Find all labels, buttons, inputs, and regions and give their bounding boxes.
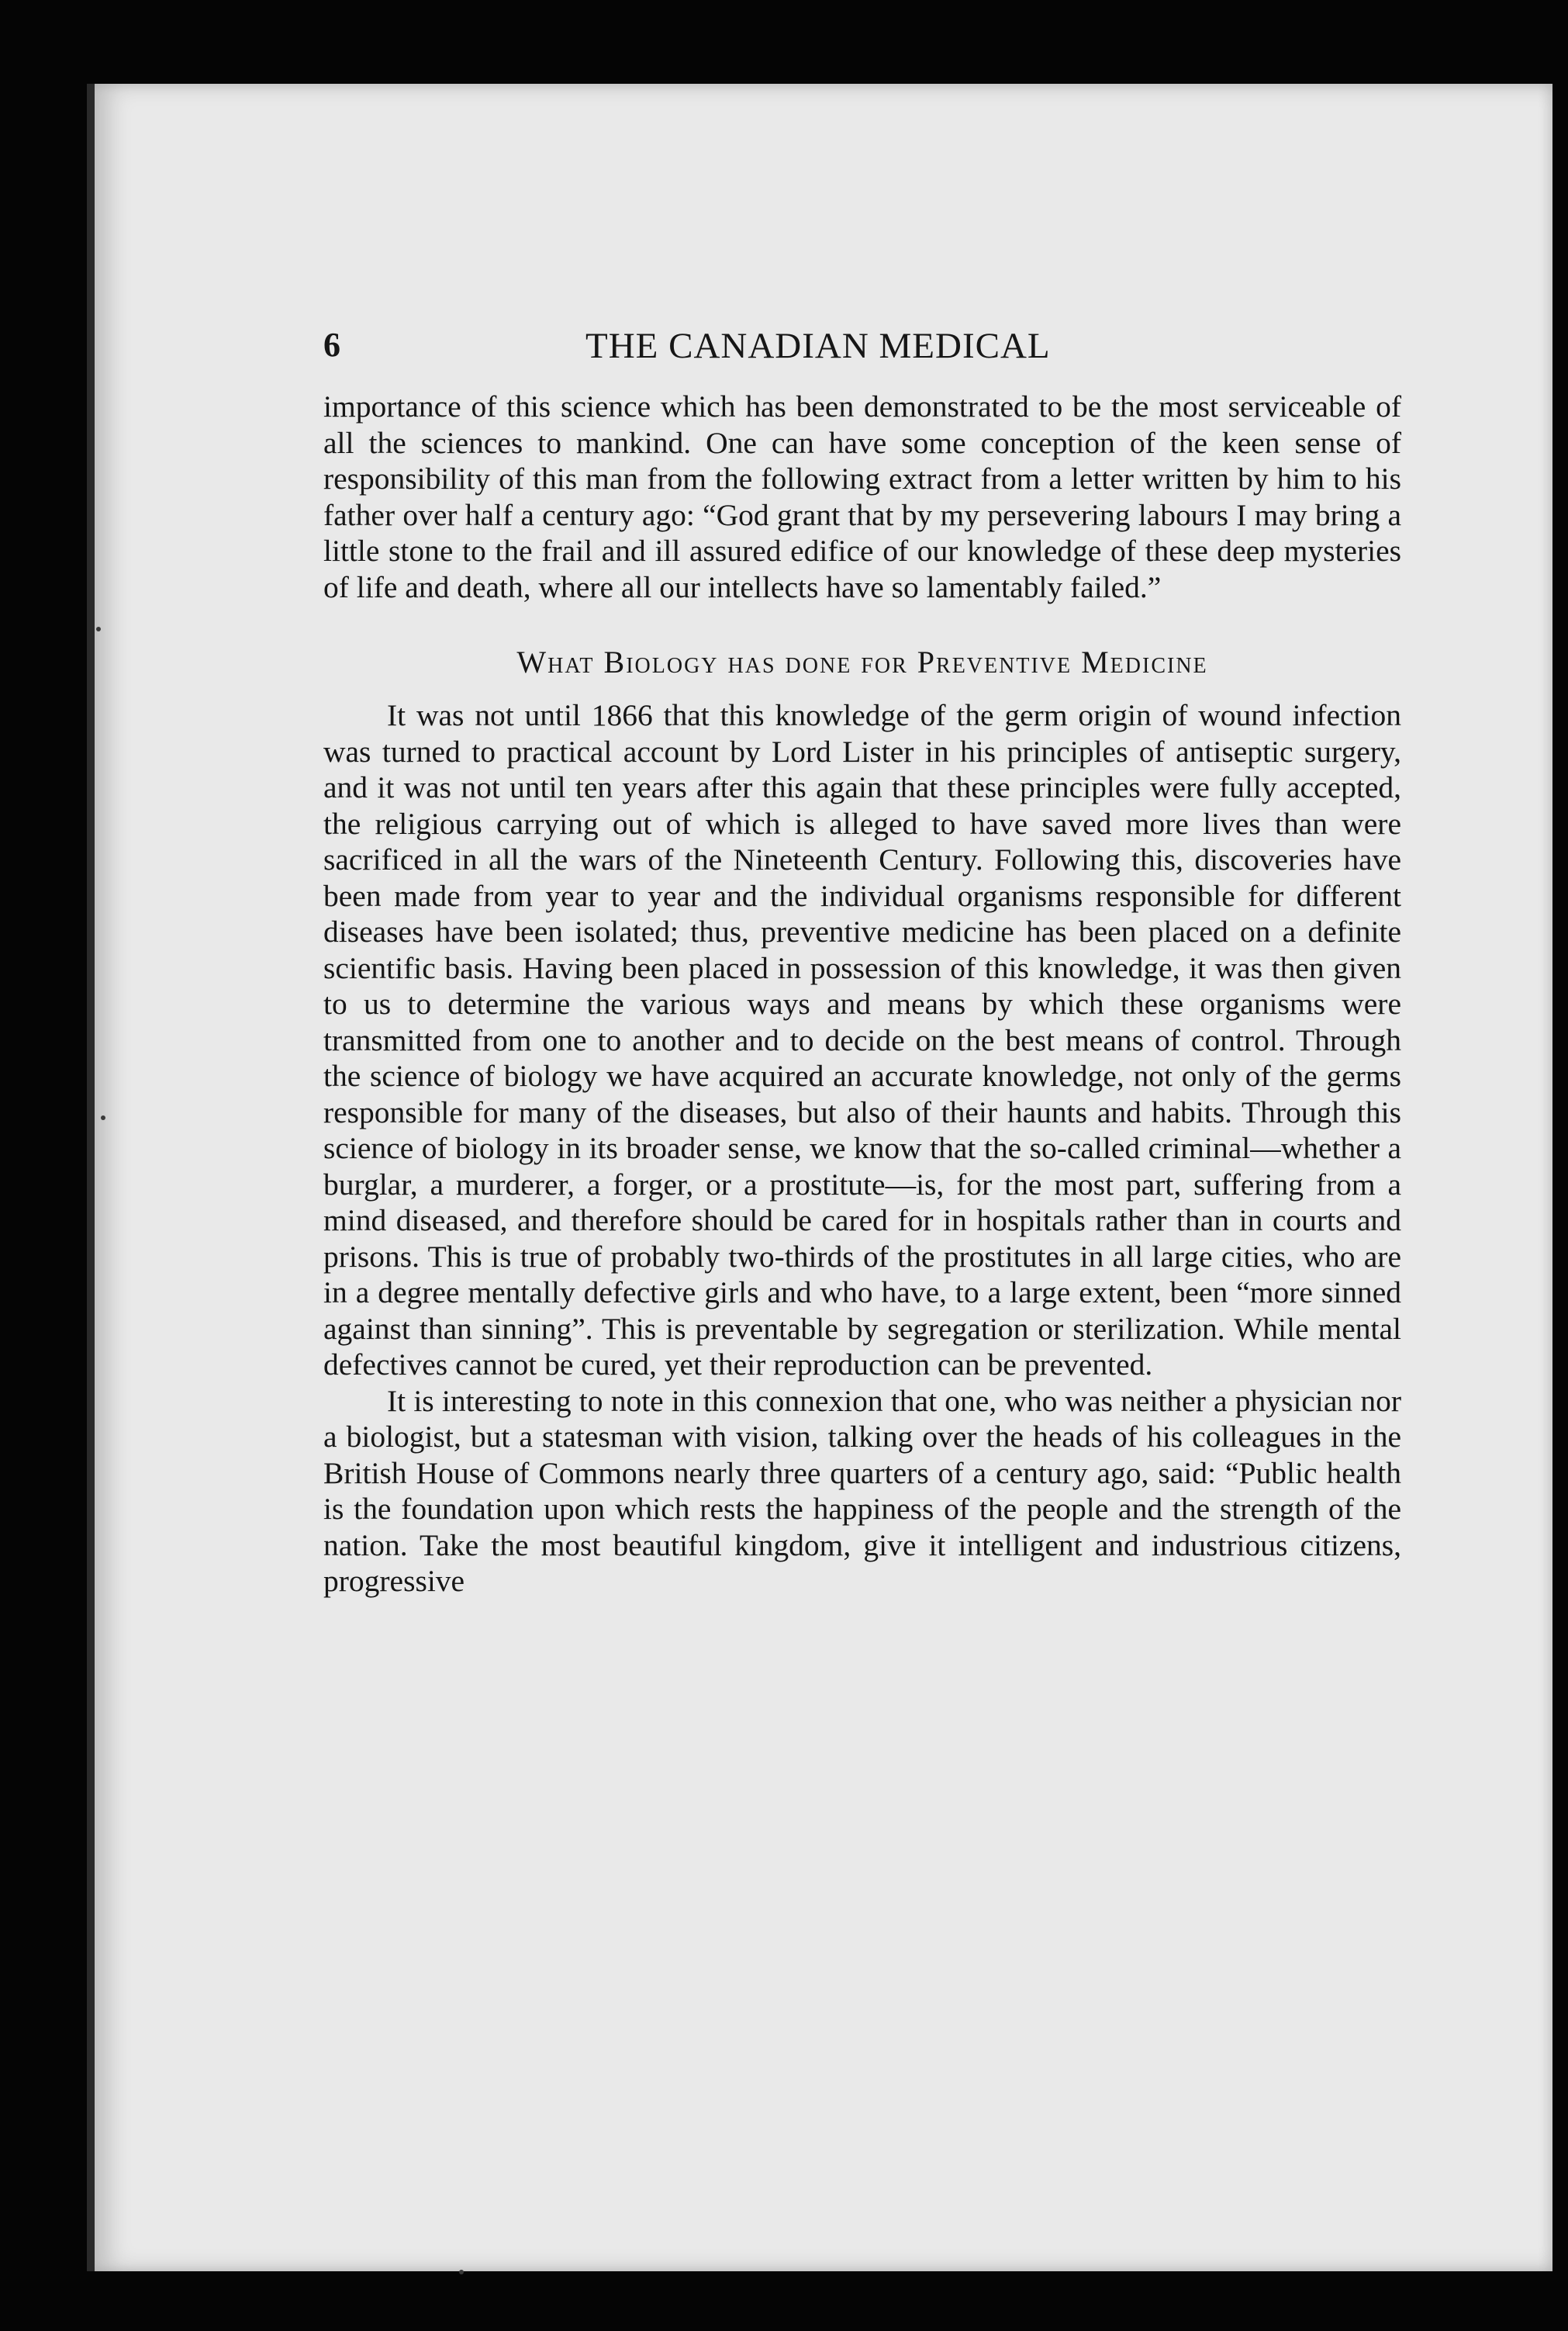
section-heading: What Biology has done for Preventive Medicine (516, 645, 1208, 680)
paragraph: importance of this science which has been demonstrated to be the most serviceable of all the sciences to mankind. One can have some conception of the keen sense of responsibility of this man from the following extract from a letter written by him to his father over half a century ago: “God grant that by my persevering labours I may bring a little stone to the frail and ill assured edifice of our knowledge of these deep mysteries of life and death, where all our intellects have so lamentably failed.” (323, 389, 1401, 604)
page-number: 6 (323, 326, 340, 364)
running-title: THE CANADIAN MEDICAL (585, 326, 1051, 366)
paragraph: It is interesting to note in this connexion that one, who was neither a physician nor a biologist, but a statesman with vision, talking over the heads of his colleagues in the British House of Commons nearly three quarters of a century ago, said: “Public health is the foundation upon which rests the happiness of the people and the strength of the nation. Take the most beautiful kingdom, give it intelligent and industrious citizens, progressive (323, 1383, 1401, 1598)
page-content (323, 320, 1401, 2182)
book-page (87, 84, 1552, 2271)
scan-speck (101, 1115, 105, 1120)
paragraph: It was not until 1866 that this knowledge of the germ origin of wound infection was turned to practical account by Lord Lister in his principles of antiseptic surgery, and it was not until ten years after this again that these principles were fully accepted, the religious carrying out of which is alleged to have saved more lives than were sacrificed in all the wars of the Nineteenth Century. Following this, discoveries have been made from year to year and the individual organisms responsible for different diseases have been isolated; thus, preventive medicine has been placed on a definite scientific basis. Having been placed in possession of this knowledge, it was then given to us to determine the various ways and means by which these organisms were transmitted from one to another and to decide on the best means of control. Through the science of biology we have acquired an accurate knowledge, not only of the germs responsible for many of the diseases, but also of their haunts and habits. Through this science of biology in its broader sense, we know that the so-called criminal—whether a burglar, a murderer, a forger, or a prostitute—is, for the most part, suffering from a mind diseased, and therefore should be cared for in hospitals rather than in courts and prisons. This is true of probably two-thirds of the prostitutes in all large cities, who are in a degree mentally defective girls and who have, to a large extent, been “more sinned against than sinning”. This is preventable by segregation or sterilization. While mental defectives cannot be cured, yet their reproduction can be prevented. (323, 698, 1401, 1382)
scan-speck (96, 627, 101, 631)
running-header (323, 320, 1401, 375)
scan-speck (459, 2270, 464, 2274)
